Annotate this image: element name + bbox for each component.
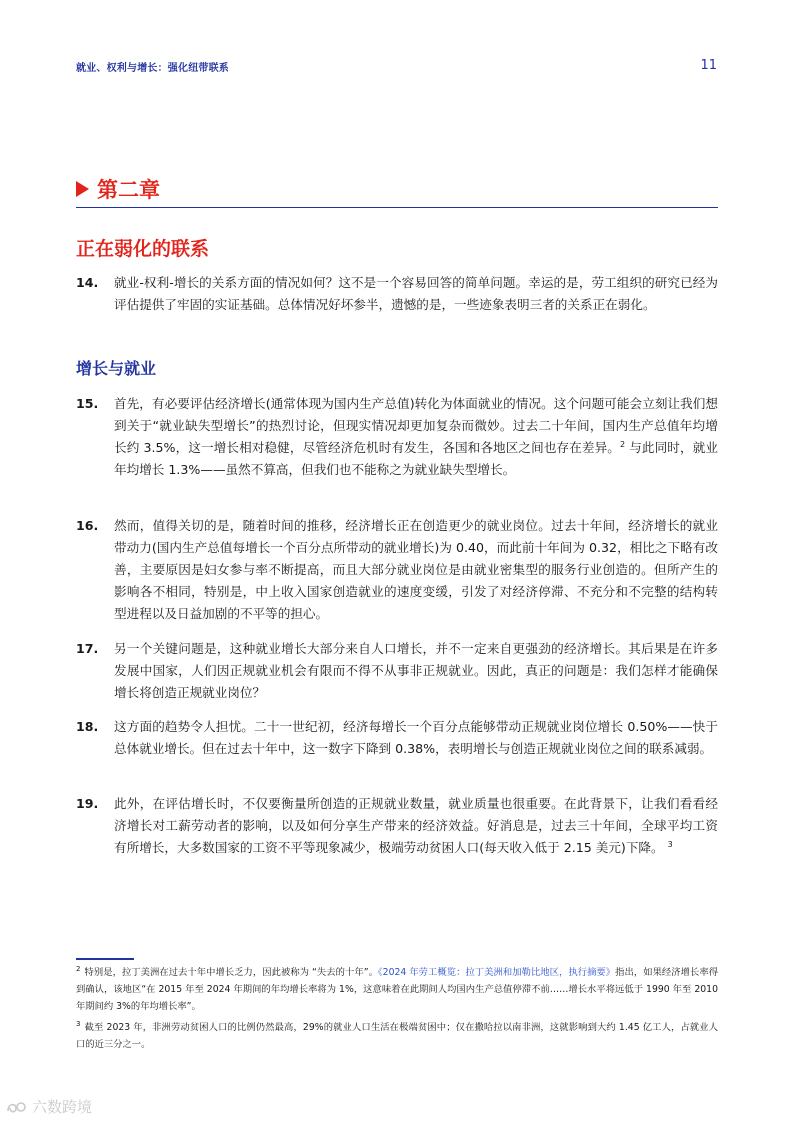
paragraph-16 [76, 515, 718, 625]
footnote-3 [76, 1019, 718, 1053]
paragraph-number: 18. [76, 719, 99, 734]
footnote-link[interactable]: 《2024 年劳工概览：拉丁美洲和加勒比地区，执行摘要》 [377, 967, 616, 978]
page-number: 11 [700, 58, 717, 73]
paragraph-text-part: 此外，在评估增长时，不仅要衡量所创造的正规就业数量，就业质量也很重要。在此背景下，让我们看看经济增长对工薪劳动者的影响，以及如何分享生产带来的经济效益。好消息是，过去三十年间，全球平均工资有所增长，大多数国家的工资不平等现象减少，极端劳动贫困人口(每天收入低于 2.15 美元)下降。 [114, 796, 718, 855]
play-arrow-icon [76, 181, 89, 197]
paragraph-number: 14. [76, 275, 99, 290]
chapter-title: 第二章 [97, 178, 160, 202]
footnote-text: 指出，如果经济增长率得到确认，该地区“在 2015 年至 2024 年期间的年均增长率将为 1%，这意味着在此期间人均国内生产总值停滞不前……增长水平将远低于 1990 年至 2010 年期间约 3%的年均增长率”。 [76, 967, 719, 1012]
footnote-divider [76, 958, 134, 960]
paragraph-number: 19. [76, 796, 99, 811]
paragraph-text: 就业-权利-增长的关系方面的情况如何？这不是一个容易回答的简单问题。幸运的是，劳工组织的研究已经为评估提供了牢固的实证基础。总体情况好坏参半，遗憾的是，一些迹象表明三者的关系正在弱化。 [114, 275, 718, 312]
paragraph-17 [76, 638, 718, 704]
footnote-ref[interactable]: 3 [667, 839, 673, 849]
paragraph-number: 17. [76, 641, 99, 656]
paragraph-text [114, 793, 718, 859]
paragraph-number: 15. [76, 396, 99, 411]
chapter-divider [76, 207, 718, 208]
footnote-text: 特别是，拉丁美洲在过去十年中增长乏力，因此被称为 “失去的十年”。 [84, 967, 378, 978]
paragraph-19 [76, 793, 718, 859]
paragraph-text-part: 首先，有必要评估经济增长(通常体现为国内生产总值)转化为体面就业的情况。这个问题可能会立刻让我们想到关于“就业缺失型增长”的热烈讨论，但现实情况却更加复杂而微妙。过去二十年间，国内生产总值年均增长约 3.5%，这一增长相对稳健，尽管经济危机时有发生，各国和各地区之间也存在差异。 [114, 396, 718, 455]
watermark-text: 六数跨境 [32, 1098, 93, 1116]
footnote-mark: 2 [76, 964, 81, 973]
paragraph-text: 然而，值得关切的是，随着时间的推移，经济增长正在创造更少的就业岗位。过去十年间，经济增长的就业带动力(国内生产总值每增长一个百分点所带动的就业增长)为 0.40，而此前十年间为 0.32，相比之下略有改善，主要原因是妇女参与率不断提高，而且大部分就业岗位是由就业密集型的服务行业创造的。但所产生的影响各不相同，特别是，中上收入国家创造就业的速度变缓，引发了对经济停滞、不充分和不完整的结构转型进程以及日益加剧的不平等的担心。 [114, 518, 718, 621]
section-title: 正在弱化的联系 [76, 238, 210, 260]
watermark-logo-icon [6, 1099, 28, 1115]
footnote-mark: 3 [76, 1019, 81, 1028]
subsection-title: 增长与就业 [76, 359, 157, 378]
watermark [6, 1096, 92, 1117]
footnote-text: 截至 2023 年，非洲劳动贫困人口的比例仍然最高，29%的就业人口生活在极端贫困中；仅在撒哈拉以南非洲，这就影响到大约 1.45 亿工人，占就业人口的近三分之一。 [76, 1022, 718, 1050]
paragraph-number: 16. [76, 518, 99, 533]
paragraph-text: 这方面的趋势令人担忧。二十一世纪初，经济每增长一个百分点能够带动正规就业岗位增长 0.50%——快于总体就业增长。但在过去十年中，这一数字下降到 0.38%，表明增长与创造正规就业岗位之间的联系减弱。 [114, 719, 718, 756]
paragraph-text [114, 393, 718, 481]
paragraph-18 [76, 716, 718, 760]
footnote-2 [76, 964, 718, 1015]
footnote-ref[interactable]: 2 [620, 439, 626, 449]
chapter-heading [76, 174, 160, 204]
running-header-title: 就业、权利与增长：强化纽带联系 [76, 63, 229, 74]
paragraph-text: 另一个关键问题是，这种就业增长大部分来自人口增长，并不一定来自更强劲的经济增长。其后果是在许多发展中国家，人们因正规就业机会有限而不得不从事非正规就业。因此，真正的问题是：我们怎样才能确保增长将创造正规就业岗位？ [114, 641, 718, 700]
paragraph-14 [76, 272, 718, 316]
paragraph-15 [76, 393, 718, 481]
paragraph-text-part: 与此同时，就业年均增长 1.3%——虽然不算高，但我们也不能称之为就业缺失型增长。 [114, 440, 718, 477]
